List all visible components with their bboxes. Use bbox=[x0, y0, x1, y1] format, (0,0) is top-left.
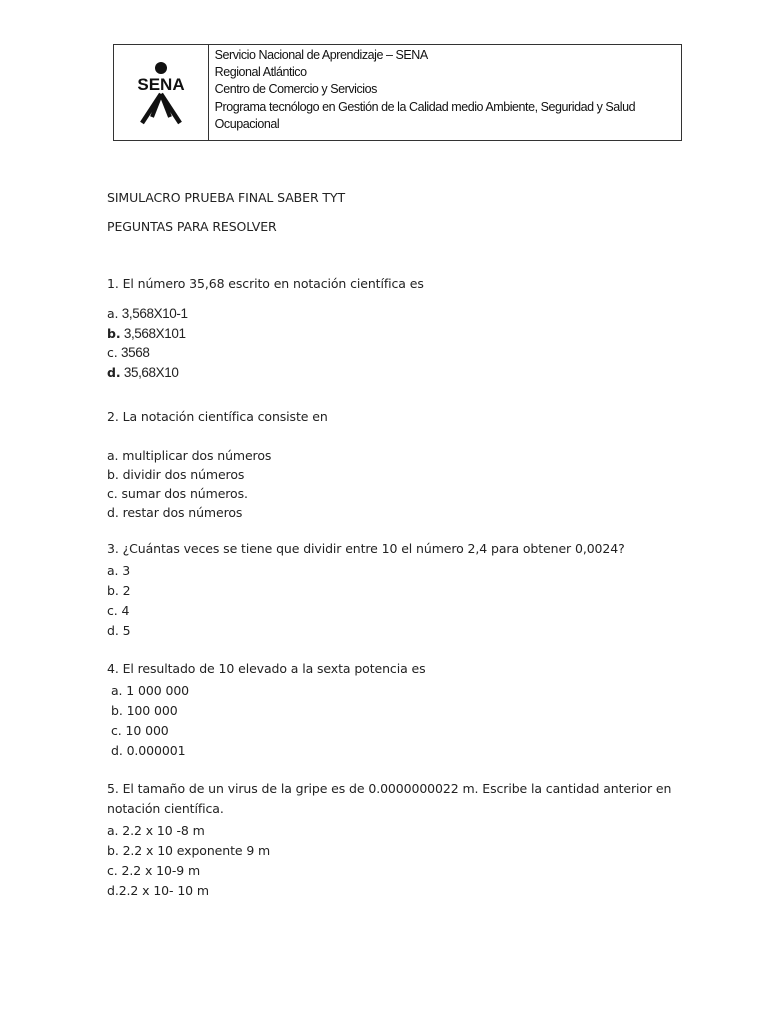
option-3a: a. 3 bbox=[107, 563, 131, 578]
center-name: Centro de Comercio y Servicios bbox=[214, 82, 377, 97]
option-5d: d.2.2 x 10- 10 m bbox=[107, 883, 209, 898]
document-subtitle: PEGUNTAS PARA RESOLVER bbox=[107, 219, 277, 234]
question-1-options bbox=[107, 304, 188, 382]
program-name: Programa tecnólogo en Gestión de la Calidad medio Ambiente, Seguridad y Salud Ocupacional bbox=[214, 99, 636, 131]
option-3b: b. 2 bbox=[107, 583, 131, 598]
option-4b: b. 100 000 bbox=[111, 703, 178, 718]
question-4-options bbox=[111, 681, 189, 761]
institution-name: Servicio Nacional de Aprendizaje – SENA bbox=[214, 48, 428, 62]
option-4a: a. 1 000 000 bbox=[111, 683, 190, 698]
question-3-options bbox=[107, 561, 130, 641]
question-2-options bbox=[107, 446, 271, 522]
option-4c: c. 10 000 bbox=[111, 723, 169, 738]
logo-text: SENA bbox=[137, 74, 185, 94]
regional-name: Regional Atlántico bbox=[214, 65, 307, 80]
option-5a: a. 2.2 x 10 -8 m bbox=[107, 823, 205, 838]
logo-cell bbox=[114, 45, 209, 140]
question-5-text-line-2: notación científica. bbox=[107, 801, 224, 816]
option-1c: c. 3568 bbox=[107, 345, 150, 360]
document-title: SIMULACRO PRUEBA FINAL SABER TYT bbox=[107, 190, 346, 205]
option-5b: b. 2.2 x 10 exponente 9 m bbox=[107, 843, 271, 858]
institution-info bbox=[209, 45, 681, 140]
option-2b: b. dividir dos números bbox=[107, 467, 245, 482]
question-1-text: 1. El número 35,68 escrito en notación científica es bbox=[107, 276, 424, 291]
sena-logo bbox=[128, 60, 194, 126]
question-2-text: 2. La notación científica consiste en bbox=[107, 409, 328, 424]
question-5-options bbox=[107, 821, 270, 901]
option-3d: d. 5 bbox=[107, 623, 131, 638]
question-5-text-line-1: 5. El tamaño de un virus de la gripe es de 0.0000000022 m. Escribe la cantidad anterior en bbox=[107, 781, 672, 796]
option-1d: d. 35,68X10 bbox=[107, 364, 179, 380]
option-1a: a. 3,568X10-1 bbox=[107, 306, 188, 321]
header-table bbox=[113, 44, 682, 141]
option-4d: d. 0.000001 bbox=[111, 743, 186, 758]
option-2a: a. multiplicar dos números bbox=[107, 448, 272, 463]
option-2d: d. restar dos números bbox=[107, 505, 243, 520]
option-1b: b. 3,568X101 bbox=[107, 325, 186, 341]
option-2c: c. sumar dos números. bbox=[107, 486, 248, 501]
option-3c: c. 4 bbox=[107, 603, 130, 618]
question-4-text: 4. El resultado de 10 elevado a la sexta potencia es bbox=[107, 661, 426, 676]
question-3-text: 3. ¿Cuántas veces se tiene que dividir entre 10 el número 2,4 para obtener 0,0024? bbox=[107, 541, 625, 556]
option-5c: c. 2.2 x 10-9 m bbox=[107, 863, 201, 878]
